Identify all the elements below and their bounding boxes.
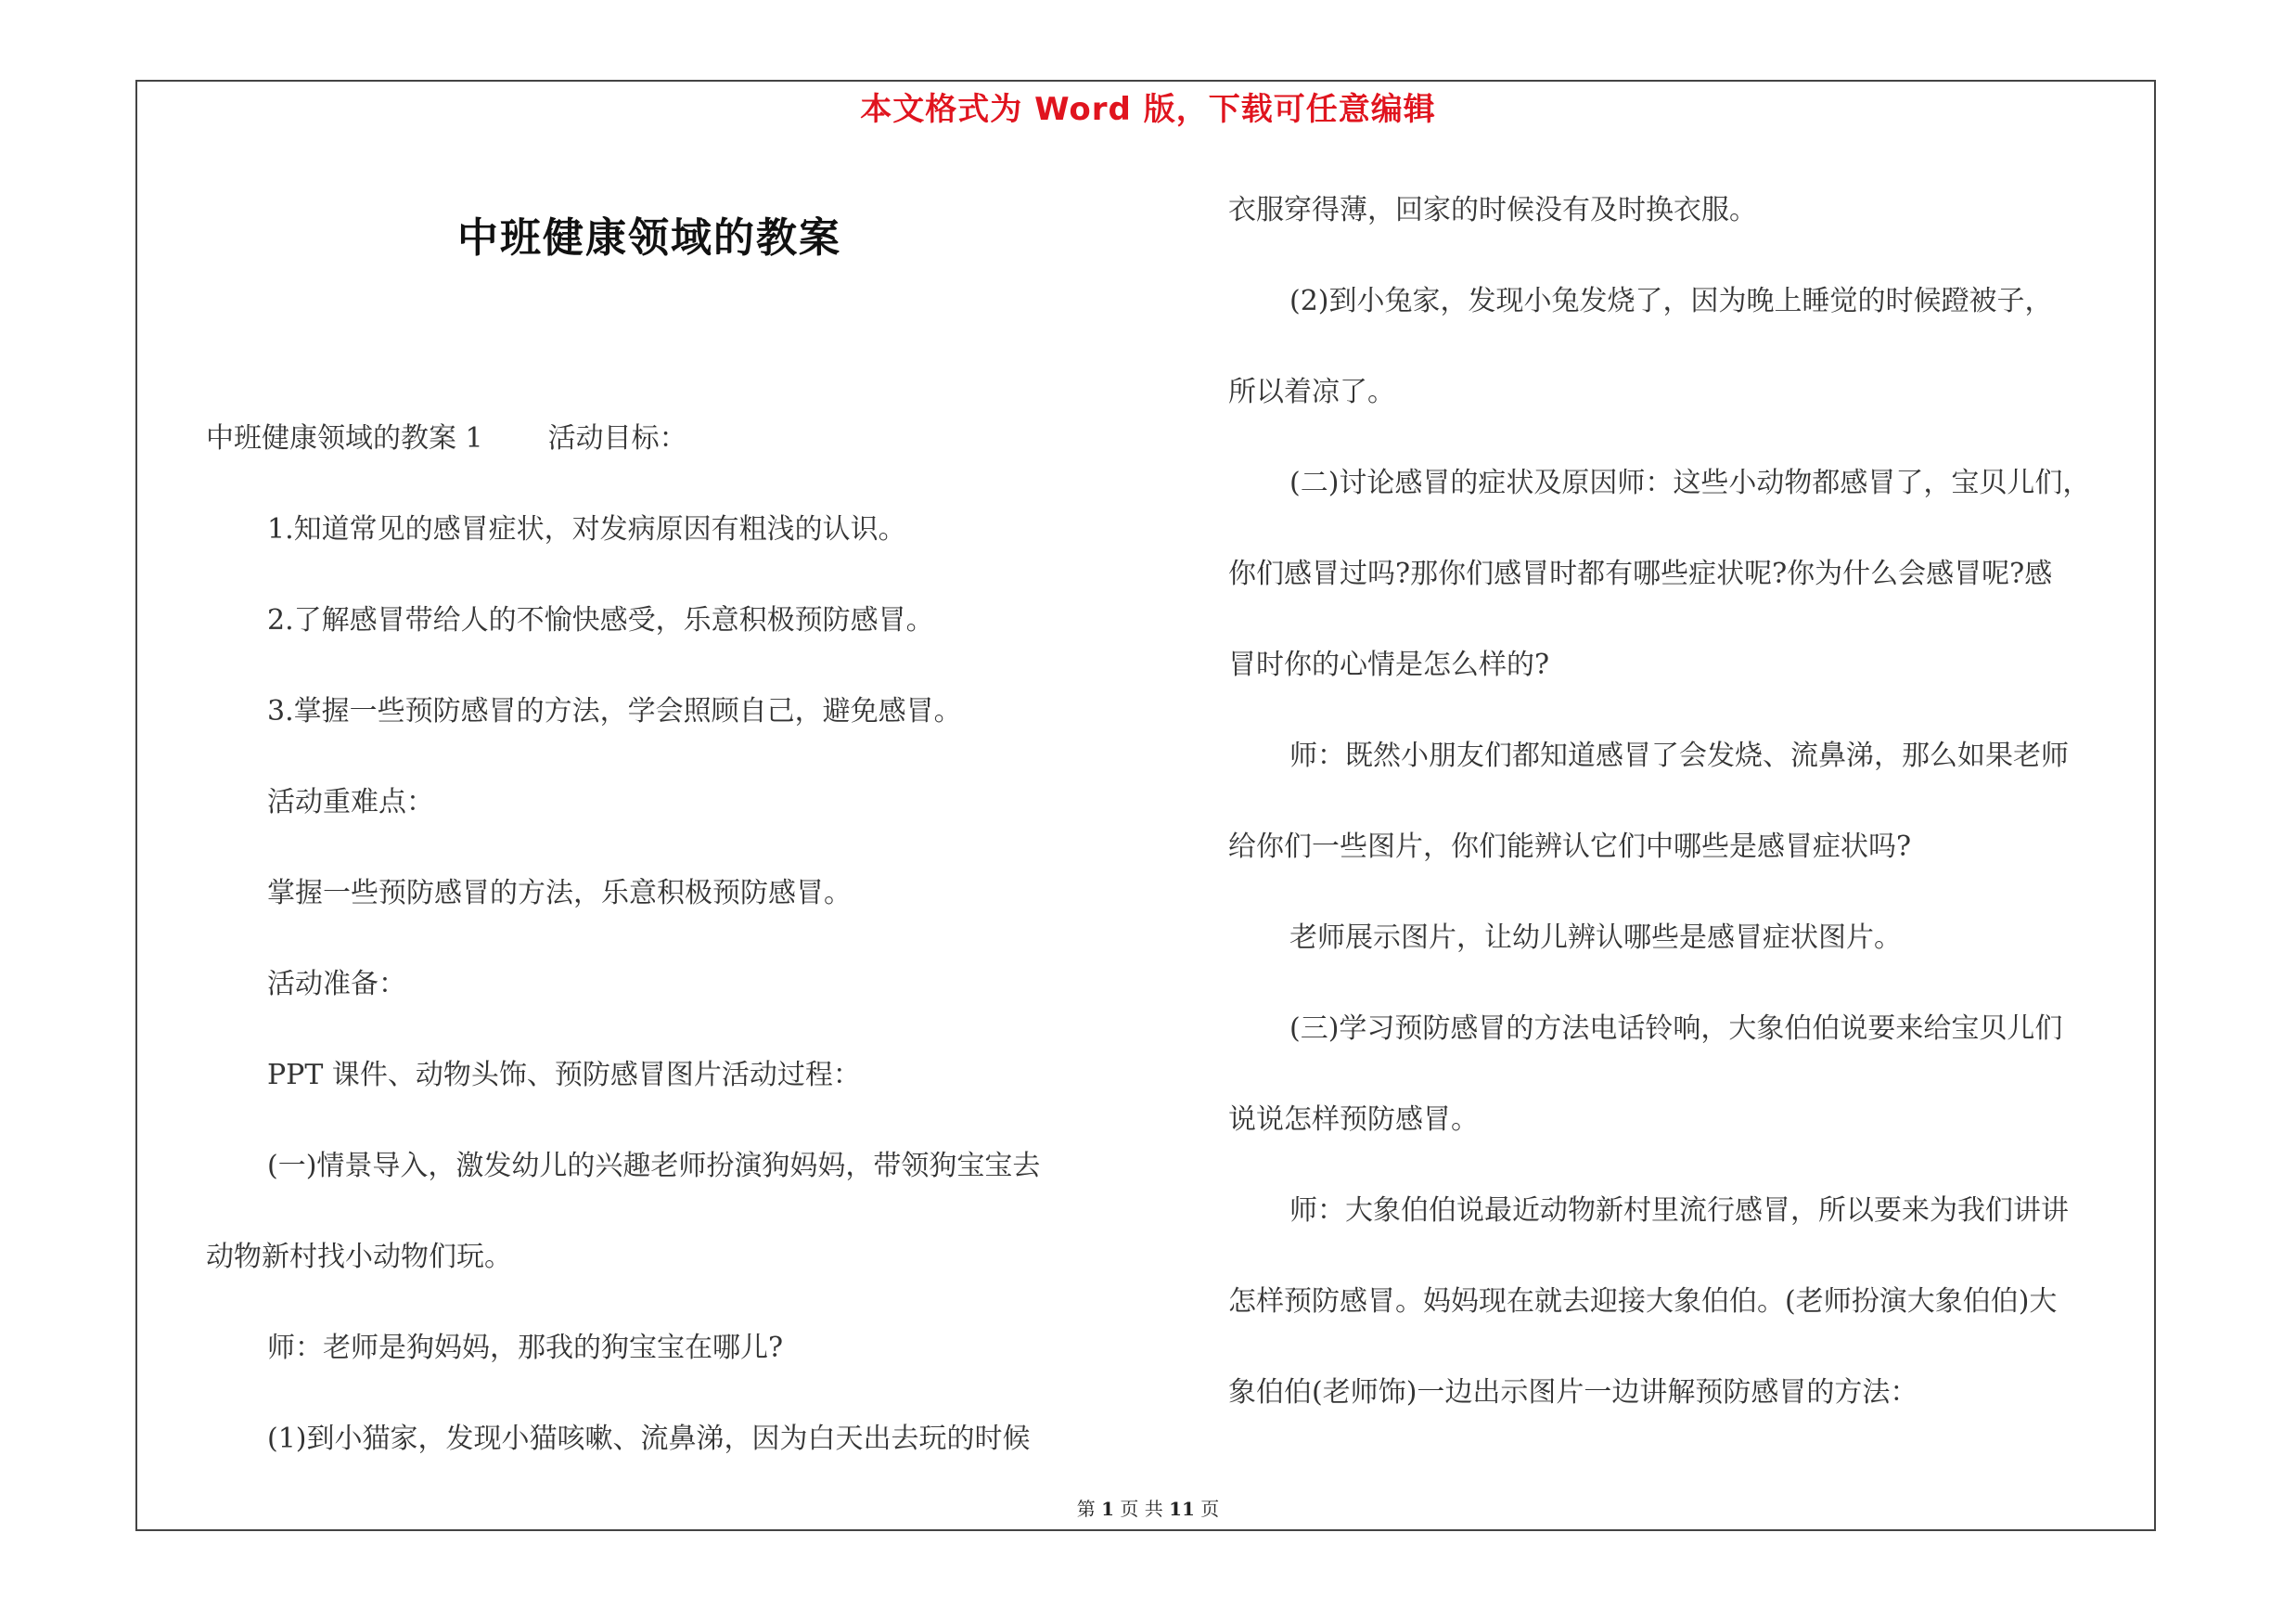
format-banner: 本文格式为 Word 版，下载可任意编辑 — [860, 91, 1436, 128]
left-column — [206, 393, 1134, 1485]
paragraph: (1)到小猫家，发现小猫咳嗽、流鼻涕，因为白天出去玩的时候 — [267, 1423, 1031, 1455]
right-column — [1228, 165, 2174, 1438]
document-title: 中班健康领域的教案 — [457, 214, 841, 262]
section-heading: 活动目标： — [547, 422, 687, 455]
paragraph: 衣服穿得薄，回家的时候没有及时换衣服。 — [1228, 194, 1757, 226]
paragraph: 老师展示图片，让幼儿辨认哪些是感冒症状图片。 — [1289, 921, 1902, 954]
paragraph: 所以着凉了。 — [1228, 376, 1395, 408]
page-footer: 第 1 页 共 11 页 — [1076, 1498, 1220, 1520]
paragraph: (二)讨论感冒的症状及原因师：这些小动物都感冒了，宝贝儿们， — [1289, 467, 2091, 499]
paragraph: 象伯伯(老师饰)一边出示图片一边讲解预防感冒的方法： — [1228, 1376, 1918, 1409]
paragraph: 掌握一些预防感冒的方法，乐意积极预防感冒。 — [267, 877, 852, 909]
paragraph: 你们感冒过吗?那你们感冒时都有哪些症状呢?你为什么会感冒呢?感 — [1228, 558, 2053, 590]
lesson-heading: 中班健康领域的教案 1 — [206, 422, 483, 455]
paragraph: 怎样预防感冒。妈妈现在就去迎接大象伯伯。(老师扮演大象伯伯)大 — [1228, 1285, 2058, 1318]
paragraph: 活动准备： — [267, 968, 406, 1000]
paragraph: 师：大象伯伯说最近动物新村里流行感冒，所以要来为我们讲讲 — [1289, 1194, 2069, 1227]
paragraph: 给你们一些图片，你们能辨认它们中哪些是感冒症状吗? — [1228, 831, 1912, 863]
page-number: 1 — [1101, 1498, 1114, 1520]
paragraph: 冒时你的心情是怎么样的? — [1228, 649, 1550, 681]
paragraph: (三)学习预防感冒的方法电话铃响，大象伯伯说要来给宝贝儿们 — [1289, 1012, 2063, 1045]
paragraph: (一)情景导入，激发幼儿的兴趣老师扮演狗妈妈，带领狗宝宝去 — [267, 1150, 1041, 1182]
paragraph: 师：老师是狗妈妈，那我的狗宝宝在哪儿? — [267, 1332, 784, 1364]
paragraph: PPT 课件、动物头饰、预防感冒图片活动过程： — [267, 1059, 861, 1091]
paragraph: 活动重难点： — [267, 786, 434, 818]
paragraph: 师：既然小朋友们都知道感冒了会发烧、流鼻涕，那么如果老师 — [1289, 740, 2069, 772]
paragraph: 动物新村找小动物们玩。 — [206, 1241, 512, 1273]
paragraph: 说说怎样预防感冒。 — [1228, 1103, 1479, 1136]
page-total: 11 — [1169, 1498, 1195, 1520]
paragraph: 2.了解感冒带给人的不愉快感受，乐意积极预防感冒。 — [267, 604, 934, 637]
paragraph: 1.知道常见的感冒症状，对发病原因有粗浅的认识。 — [267, 513, 906, 546]
paragraph: (2)到小兔家，发现小兔发烧了，因为晚上睡觉的时候蹬被子， — [1289, 285, 2053, 317]
paragraph: 3.掌握一些预防感冒的方法，学会照顾自己，避免感冒。 — [267, 695, 962, 728]
paragraph — [206, 393, 1134, 484]
